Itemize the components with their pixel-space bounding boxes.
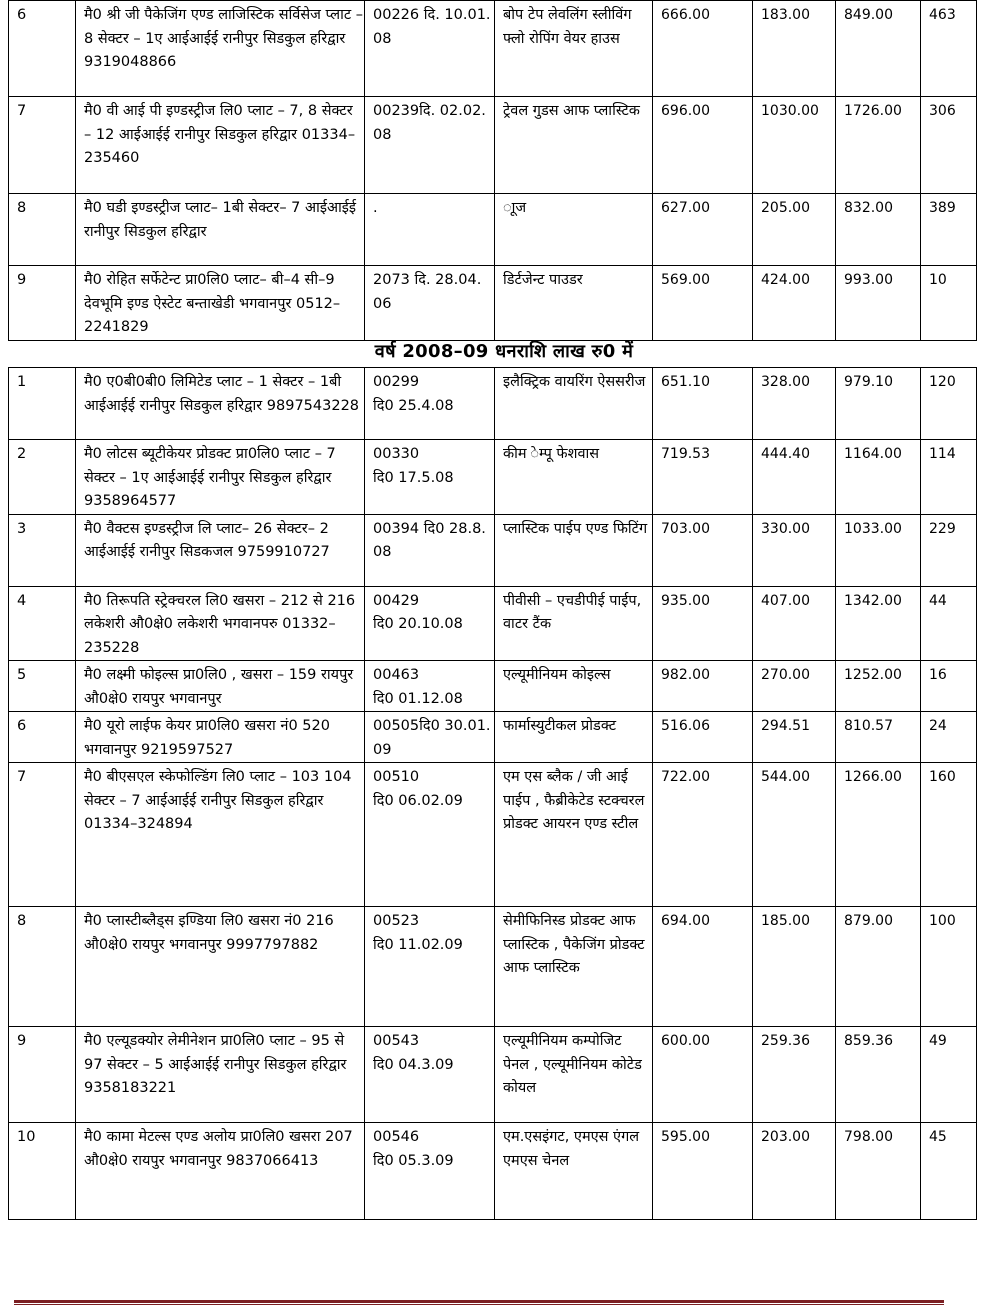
table-row [9, 514, 977, 586]
total-investment-cell: 879.00 [836, 907, 921, 1027]
total-investment-cell: 859.36 [836, 1027, 921, 1123]
footer-rule-thin [14, 1304, 944, 1305]
total-investment-cell: 810.57 [836, 712, 921, 763]
product-name-cell: एल्यूमीनियम कम्पोजिट पेनल , एल्यूमीनियम कोटेड कोयल [495, 1027, 653, 1123]
company-details-cell: मै0 प्लास्टीब्लैड्स इण्डिया लि0 खसरा नं0 216 औ0क्षे0 रायपुर भगवानपुर 9997797882 [76, 907, 365, 1027]
employment-cell: 44 [921, 586, 977, 661]
serial-number-cell: 9 [9, 1027, 76, 1123]
capital-investment-cell: 569.00 [653, 266, 753, 341]
table-row [9, 266, 977, 341]
product-name-cell: पीवीसी – एचडीपीई पाईप, वाटर टैंक [495, 586, 653, 661]
working-capital-cell: 205.00 [753, 194, 836, 266]
table-row [9, 1027, 977, 1123]
employment-cell: 463 [921, 1, 977, 97]
table-body [9, 368, 977, 1220]
table-row [9, 763, 977, 907]
table-row [9, 1, 977, 97]
employment-cell: 10 [921, 266, 977, 341]
product-name-cell: एल्यूमीनियम कोइल्स [495, 661, 653, 712]
working-capital-cell: 1030.00 [753, 97, 836, 194]
capital-investment-cell: 696.00 [653, 97, 753, 194]
serial-number-cell: 4 [9, 586, 76, 661]
capital-investment-cell: 703.00 [653, 514, 753, 586]
employment-cell: 160 [921, 763, 977, 907]
employment-cell: 114 [921, 440, 977, 515]
company-details-cell: मै0 लोटस ब्यूटीकेयर प्रोडक्ट प्रा0लि0 प्लाट – 7 सेक्टर – 1ए आईआईई रानीपुर सिडकुल हरिद्वार 9358964577 [76, 440, 365, 515]
working-capital-cell: 444.40 [753, 440, 836, 515]
table-row [9, 661, 977, 712]
table-row [9, 97, 977, 194]
company-details-cell: मै0 ए0बी0बी0 लिमिटेड प्लाट – 1 सेक्टर – 1बी आईआईई रानीपुर सिडकुल हरिद्वार 9897543228 [76, 368, 365, 440]
total-investment-cell: 832.00 [836, 194, 921, 266]
registration-date-cell: 00463 दि0 01.12.08 [365, 661, 495, 712]
working-capital-cell: 407.00 [753, 586, 836, 661]
serial-number-cell: 6 [9, 1, 76, 97]
registration-date-cell: 00505दि0 30.01. 09 [365, 712, 495, 763]
registration-date-cell: 00546 दि0 05.3.09 [365, 1123, 495, 1220]
company-details-cell: मै0 वी आई पी इण्डस्ट्रीज लि0 प्लाट – 7, 8 सेक्टर – 12 आईआईई रानीपुर सिडकुल हरिद्वार 01334–235460 [76, 97, 365, 194]
capital-investment-cell: 982.00 [653, 661, 753, 712]
employment-cell: 16 [921, 661, 977, 712]
company-details-cell: मै0 तिरूपति स्ट्रेक्चरल लि0 खसरा – 212 से 216 लकेशरी औ0क्षे0 लकेशरी भगवानपरु 01332–235228 [76, 586, 365, 661]
registration-date-cell: 2073 दि. 28.04. 06 [365, 266, 495, 341]
employment-cell: 229 [921, 514, 977, 586]
registration-date-cell: 00394 दि0 28.8. 08 [365, 514, 495, 586]
total-investment-cell: 1342.00 [836, 586, 921, 661]
company-details-cell: मै0 बीएसएल स्केफोल्डिंग लि0 प्लाट – 103 104 सेक्टर – 7 आईआईई रानीपुर सिडकुल हरिद्वार 01334–324894 [76, 763, 365, 907]
working-capital-cell: 203.00 [753, 1123, 836, 1220]
product-name-cell: एम.एसइंगट, एमएस एंगल एमएस चेनल [495, 1123, 653, 1220]
capital-investment-cell: 666.00 [653, 1, 753, 97]
company-details-cell: मै0 श्री जी पैकेजिंग एण्ड लाजिस्टिक सर्विसेज प्लाट – 8 सेक्टर – 1ए आईआईई रानीपुर सिडकुल हरिद्वार 9319048866 [76, 1, 365, 97]
units-table-2007-08 [8, 0, 977, 341]
registration-date-cell: 00239दि. 02.02. 08 [365, 97, 495, 194]
serial-number-cell: 6 [9, 712, 76, 763]
product-name-cell: एम एस ब्लैक / जी आई पाईप , फैब्रीकेटेड स्टक्चरल प्रोडक्ट आयरन एण्ड स्टील [495, 763, 653, 907]
working-capital-cell: 328.00 [753, 368, 836, 440]
employment-cell: 100 [921, 907, 977, 1027]
employment-cell: 389 [921, 194, 977, 266]
serial-number-cell: 10 [9, 1123, 76, 1220]
registration-date-cell: 00523 दि0 11.02.09 [365, 907, 495, 1027]
capital-investment-cell: 722.00 [653, 763, 753, 907]
serial-number-cell: 9 [9, 266, 76, 341]
units-table-2008-09 [8, 367, 977, 1220]
registration-date-cell: 00510 दि0 06.02.09 [365, 763, 495, 907]
serial-number-cell: 5 [9, 661, 76, 712]
working-capital-cell: 270.00 [753, 661, 836, 712]
employment-cell: 49 [921, 1027, 977, 1123]
company-details-cell: मै0 घडी इण्डस्ट्रीज प्लाट– 1बी सेक्टर– 7 आईआईई रानीपुर सिडकुल हरिद्वार [76, 194, 365, 266]
total-investment-cell: 798.00 [836, 1123, 921, 1220]
table-row [9, 907, 977, 1027]
working-capital-cell: 544.00 [753, 763, 836, 907]
capital-investment-cell: 600.00 [653, 1027, 753, 1123]
capital-investment-cell: 719.53 [653, 440, 753, 515]
total-investment-cell: 993.00 [836, 266, 921, 341]
serial-number-cell: 8 [9, 907, 76, 1027]
table-row [9, 194, 977, 266]
registration-date-cell: 00429 दि0 20.10.08 [365, 586, 495, 661]
company-details-cell: मै0 यूरो लाईफ केयर प्रा0लि0 खसरा नं0 520 भगवानपुर 9219597527 [76, 712, 365, 763]
table-row [9, 1123, 977, 1220]
working-capital-cell: 294.51 [753, 712, 836, 763]
company-details-cell: मै0 वैक्टस इण्डस्ट्रीज लि प्लाट– 26 सेक्टर– 2 आईआईई रानीपुर सिडकजल 9759910727 [76, 514, 365, 586]
product-name-cell: प्लास्टिक पाईप एण्ड फिटिंग [495, 514, 653, 586]
section-heading: वर्ष 2008–09 धनराशि लाख रु0 में [374, 341, 634, 362]
table-row [9, 440, 977, 515]
product-name-cell: डिर्टजेन्ट पाउडर [495, 266, 653, 341]
capital-investment-cell: 651.10 [653, 368, 753, 440]
table-row [9, 368, 977, 440]
capital-investment-cell: 627.00 [653, 194, 753, 266]
total-investment-cell: 979.10 [836, 368, 921, 440]
working-capital-cell: 330.00 [753, 514, 836, 586]
employment-cell: 306 [921, 97, 977, 194]
product-name-cell: ाूज [495, 194, 653, 266]
product-name-cell: ट्रेवल गुडस आफ प्लास्टिक [495, 97, 653, 194]
serial-number-cell: 1 [9, 368, 76, 440]
company-details-cell: मै0 कामा मेटल्स एण्ड अलोय प्रा0लि0 खसरा 207 औ0क्षे0 रायपुर भगवानपुर 9837066413 [76, 1123, 365, 1220]
product-name-cell: फार्मास्युटीकल प्रोडक्ट [495, 712, 653, 763]
working-capital-cell: 259.36 [753, 1027, 836, 1123]
registration-date-cell: . [365, 194, 495, 266]
table-row [9, 712, 977, 763]
registration-date-cell: 00299 दि0 25.4.08 [365, 368, 495, 440]
product-name-cell: सेमीफिनिस्ड प्रोडक्ट आफ प्लास्टिक , पैकेजिंग प्रोडक्ट आफ प्लास्टिक [495, 907, 653, 1027]
total-investment-cell: 1033.00 [836, 514, 921, 586]
product-name-cell: बोप टेप लेवलिंग स्लीविंग फ्लो रोपिंग वेयर हाउस [495, 1, 653, 97]
registration-date-cell: 00543 दि0 04.3.09 [365, 1027, 495, 1123]
capital-investment-cell: 516.06 [653, 712, 753, 763]
company-details-cell: मै0 रोहित सर्फेटेन्ट प्रा0लि0 प्लाट– बी–4 सी–9 देवभूमि इण्ड ऐस्टेट बन्ताखेडी भगवानपुर 0512–2241829 [76, 266, 365, 341]
total-investment-cell: 1726.00 [836, 97, 921, 194]
working-capital-cell: 185.00 [753, 907, 836, 1027]
company-details-cell: मै0 एल्यूडक्योर लेमीनेशन प्रा0लि0 प्लाट – 95 से 97 सेक्टर – 5 आईआईई रानीपुर सिडकुल हरिद्वार 9358183221 [76, 1027, 365, 1123]
total-investment-cell: 1252.00 [836, 661, 921, 712]
total-investment-cell: 1266.00 [836, 763, 921, 907]
product-name-cell: कीम ेम्पू फेशवास [495, 440, 653, 515]
capital-investment-cell: 595.00 [653, 1123, 753, 1220]
table-row [9, 586, 977, 661]
serial-number-cell: 7 [9, 97, 76, 194]
table-body [9, 1, 977, 341]
working-capital-cell: 424.00 [753, 266, 836, 341]
capital-investment-cell: 935.00 [653, 586, 753, 661]
registration-date-cell: 00226 दि. 10.01. 08 [365, 1, 495, 97]
employment-cell: 45 [921, 1123, 977, 1220]
footer-rule [14, 1300, 944, 1303]
serial-number-cell: 8 [9, 194, 76, 266]
serial-number-cell: 7 [9, 763, 76, 907]
serial-number-cell: 3 [9, 514, 76, 586]
total-investment-cell: 1164.00 [836, 440, 921, 515]
working-capital-cell: 183.00 [753, 1, 836, 97]
total-investment-cell: 849.00 [836, 1, 921, 97]
employment-cell: 120 [921, 368, 977, 440]
product-name-cell: इलैक्ट्रिक वायरिंग ऐससरीज [495, 368, 653, 440]
capital-investment-cell: 694.00 [653, 907, 753, 1027]
serial-number-cell: 2 [9, 440, 76, 515]
employment-cell: 24 [921, 712, 977, 763]
company-details-cell: मै0 लक्ष्मी फोइल्स प्रा0लि0 , खसरा – 159 रायपुर औ0क्षे0 रायपुर भगवानपुर [76, 661, 365, 712]
registration-date-cell: 00330 दि0 17.5.08 [365, 440, 495, 515]
